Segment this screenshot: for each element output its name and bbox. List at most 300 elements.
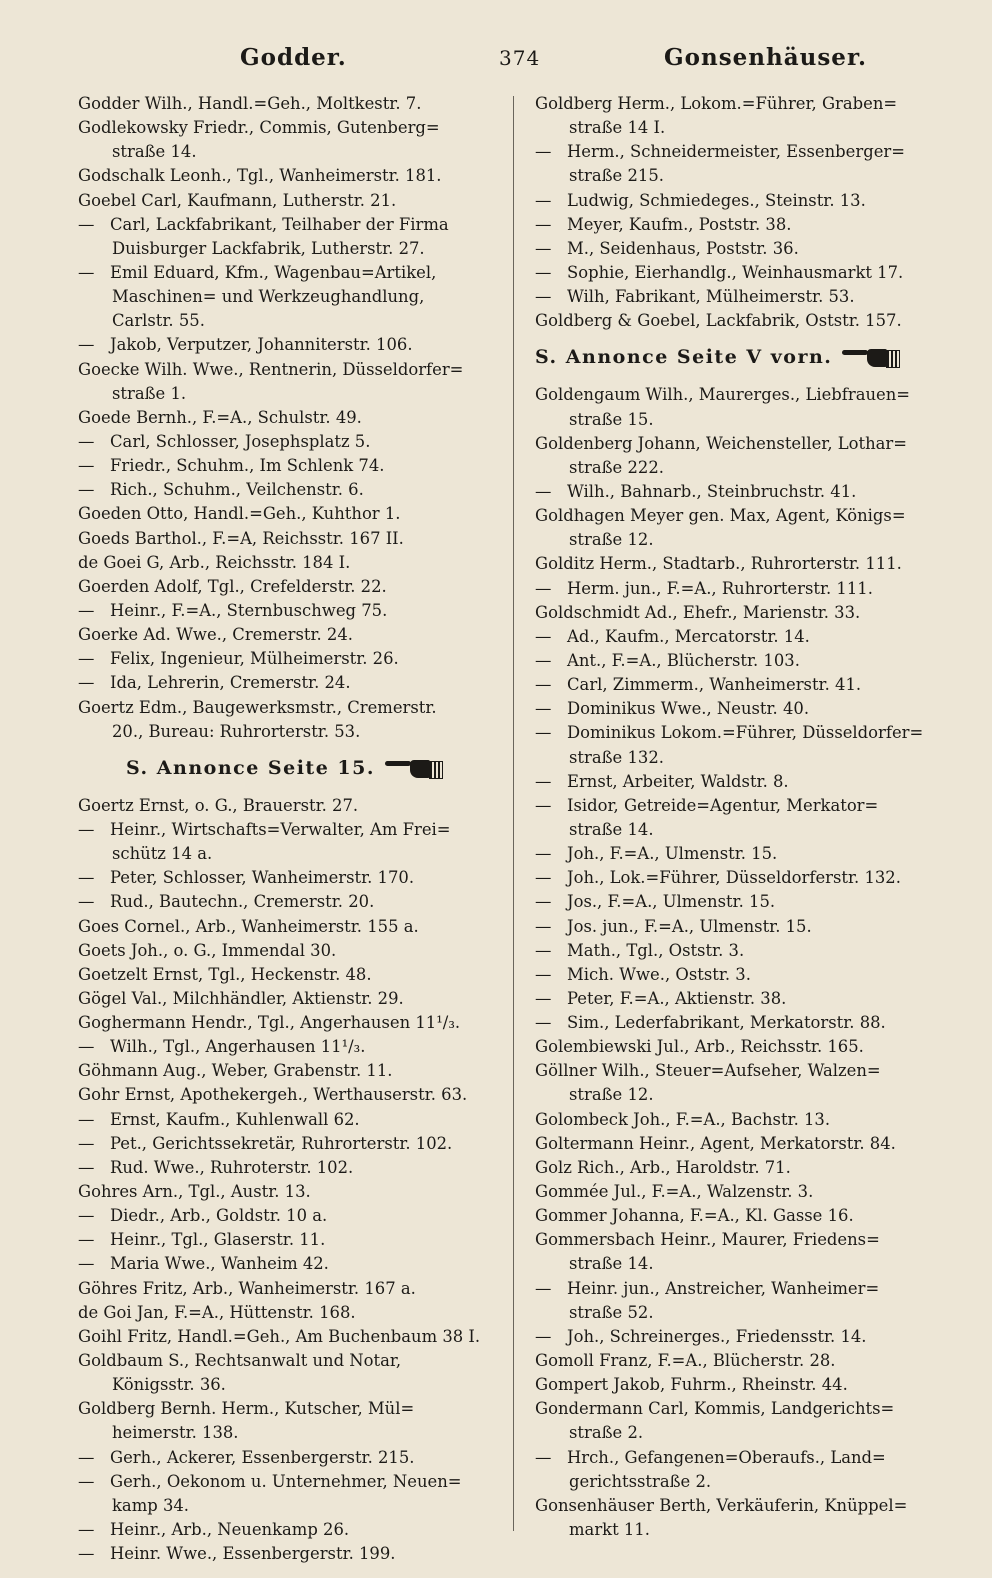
entry-text: Goets Joh., o. G., Immendal 30. [78, 940, 337, 960]
directory-sub-entry [535, 866, 960, 890]
directory-sub-entry [78, 1470, 503, 1518]
sub-entry-dash: — [78, 600, 95, 620]
directory-entry [78, 502, 503, 526]
entry-line [78, 406, 503, 430]
entry-line [78, 623, 503, 647]
directory-entry [78, 358, 503, 406]
sub-entry-dash: — [535, 771, 552, 791]
entry-text: Godder Wilh., Handl.=Geh., Moltkestr. 7. [78, 94, 422, 113]
directory-entry [78, 987, 503, 1011]
entry-line [535, 987, 960, 1011]
entry-text: Gommée Jul., F.=A., Walzenstr. 3. [535, 1182, 814, 1202]
entry-line [78, 1349, 503, 1373]
directory-entry [535, 1373, 960, 1397]
entry-text: Golz Rich., Arb., Haroldstr. 71. [535, 1157, 791, 1177]
entry-text: Ernst, Arbeiter, Waldstr. 8. [567, 771, 789, 791]
entry-text: Goertz Edm., Baugewerksmstr., Cremerstr. [78, 697, 437, 717]
right-column [535, 92, 960, 1542]
directory-sub-entry [78, 1204, 503, 1228]
entry-line [535, 673, 960, 697]
entry-line [535, 285, 960, 309]
sub-entry-dash: — [78, 1109, 95, 1129]
entry-text: Math., Tgl., Oststr. 3. [567, 940, 745, 960]
entry-text: Göhres Fritz, Arb., Wanheimerstr. 167 a. [78, 1278, 416, 1298]
entry-line [535, 1228, 960, 1252]
entry-text: Joh., Schreinerges., Friedensstr. 14. [567, 1326, 867, 1346]
entry-text: Maschinen= und Werkzeughandlung, [112, 287, 425, 307]
entry-line [535, 1059, 960, 1083]
directory-sub-entry [535, 649, 960, 673]
entry-text: straße 14. [569, 1254, 654, 1274]
directory-entry [78, 575, 503, 599]
entry-text: Isidor, Getreide=Agentur, Merkator= [567, 795, 879, 815]
sub-entry-dash: — [78, 431, 95, 451]
entry-line [535, 1397, 960, 1421]
entry-line [535, 866, 960, 890]
directory-sub-entry [535, 1325, 960, 1349]
entry-line [535, 1108, 960, 1132]
directory-entry [535, 383, 960, 431]
sub-entry-dash: — [535, 675, 552, 695]
sub-entry-dash: — [78, 673, 95, 693]
directory-sub-entry [78, 1252, 503, 1276]
directory-sub-entry [535, 794, 960, 842]
left-column [78, 92, 503, 1566]
entry-line [78, 333, 503, 357]
entry-text: Godlekowsky Friedr., Commis, Gutenberg= [78, 118, 440, 138]
entry-line [78, 382, 503, 406]
entry-line [78, 1252, 503, 1276]
directory-entry [78, 915, 503, 939]
entry-text: Peter, Schlosser, Wanheimerstr. 170. [110, 868, 415, 888]
entry-line [535, 601, 960, 625]
sub-entry-dash: — [535, 190, 552, 210]
entry-line [535, 625, 960, 649]
directory-sub-entry [535, 963, 960, 987]
directory-entry [78, 794, 503, 818]
directory-entry [78, 623, 503, 647]
entry-line [78, 1397, 503, 1421]
entry-text: Hrch., Gefangenen=Oberaufs., Land= [567, 1447, 886, 1467]
entry-line [535, 552, 960, 576]
entry-line [535, 1301, 960, 1325]
advertisement-reference [78, 750, 503, 786]
entry-line [535, 92, 960, 116]
entry-text: Godschalk Leonh., Tgl., Wanheimerstr. 181. [78, 166, 442, 186]
entry-text: Goldbaum S., Rechtsanwalt und Notar, [78, 1351, 402, 1371]
directory-entry [78, 1277, 503, 1301]
entry-text: Mich. Wwe., Oststr. 3. [567, 964, 751, 984]
entry-line [535, 1156, 960, 1180]
entry-line [78, 1494, 503, 1518]
entry-text: gerichtsstraße 2. [569, 1471, 712, 1491]
entry-line [78, 1277, 503, 1301]
directory-sub-entry [535, 770, 960, 794]
directory-sub-entry [78, 1446, 503, 1470]
entry-text: straße 15. [569, 409, 654, 429]
pointing-hand-icon [842, 347, 900, 369]
directory-entry [78, 551, 503, 575]
entry-text: Friedr., Schuhm., Im Schlenk 74. [110, 456, 385, 476]
entry-text: Goldenberg Johann, Weichensteller, Lothar= [535, 433, 907, 453]
sub-entry-dash: — [78, 1037, 95, 1057]
sub-entry-dash: — [535, 868, 552, 888]
entry-text: Goghermann Hendr., Tgl., Angerhausen 11¹/₃. [78, 1013, 461, 1033]
entry-text: Goecke Wilh. Wwe., Rentnerin, Düsseldorfer= [78, 359, 464, 379]
entry-text: Sim., Lederfabrikant, Merkatorstr. 88. [567, 1013, 886, 1033]
entry-line [535, 1325, 960, 1349]
entry-line [78, 551, 503, 575]
directory-sub-entry [535, 1011, 960, 1035]
sub-entry-dash: — [78, 1133, 95, 1153]
directory-entry [535, 1494, 960, 1542]
entry-text: straße 52. [569, 1302, 654, 1322]
entry-text: Goldengaum Wilh., Maurerges., Liebfrauen= [535, 385, 911, 405]
entry-line [78, 1518, 503, 1542]
entry-line [78, 213, 503, 237]
column-divider [513, 96, 514, 1531]
entry-line [78, 1059, 503, 1083]
directory-entry [78, 963, 503, 987]
entry-line [78, 1035, 503, 1059]
directory-sub-entry [535, 625, 960, 649]
entry-text: straße 215. [569, 166, 664, 186]
sub-entry-dash: — [78, 1206, 95, 1226]
directory-entry [535, 1349, 960, 1373]
directory-sub-entry [535, 213, 960, 237]
entry-line [78, 1132, 503, 1156]
entry-line [535, 456, 960, 480]
entry-line [535, 1349, 960, 1373]
entry-text: Jos., F.=A., Ulmenstr. 15. [567, 892, 776, 912]
entry-text: straße 2. [569, 1423, 644, 1443]
directory-sub-entry [535, 673, 960, 697]
entry-text: Königsstr. 36. [112, 1375, 226, 1395]
entry-line [78, 478, 503, 502]
directory-sub-entry [78, 647, 503, 671]
sub-entry-dash: — [535, 940, 552, 960]
directory-entry [535, 1132, 960, 1156]
pointing-hand-icon [385, 758, 443, 780]
entry-line [78, 1470, 503, 1494]
entry-text: Ernst, Kaufm., Kuhlenwall 62. [110, 1109, 360, 1129]
sub-entry-dash: — [535, 481, 552, 501]
entry-text: Dominikus Wwe., Neustr. 40. [567, 699, 810, 719]
running-head-right: Gonsenhäuser. [664, 44, 867, 71]
entry-line [78, 164, 503, 188]
sub-entry-dash: — [535, 795, 552, 815]
entry-text: Gomoll Franz, F.=A., Blücherstr. 28. [535, 1351, 836, 1371]
entry-line [535, 1277, 960, 1301]
entry-text: straße 14 I. [569, 118, 666, 138]
entry-text: 20., Bureau: Ruhrorterstr. 53. [112, 721, 361, 741]
directory-entry [535, 432, 960, 480]
advertisement-text: S. Annonce Seite 15. [126, 756, 375, 779]
directory-sub-entry [535, 577, 960, 601]
sub-entry-dash: — [535, 650, 552, 670]
sub-entry-dash: — [78, 480, 95, 500]
entry-text: Wilh, Fabrikant, Mülheimerstr. 53. [567, 287, 855, 307]
entry-line [78, 1446, 503, 1470]
entry-text: Goertz Ernst, o. G., Brauerstr. 27. [78, 795, 359, 815]
entry-line [535, 915, 960, 939]
advertisement-reference [535, 339, 960, 375]
entry-text: Sophie, Eierhandlg., Weinhausmarkt 17. [567, 262, 904, 282]
entry-line [78, 842, 503, 866]
directory-sub-entry [78, 261, 503, 333]
entry-text: kamp 34. [112, 1495, 190, 1515]
directory-entry [78, 1083, 503, 1107]
directory-sub-entry [78, 1228, 503, 1252]
entry-line [78, 358, 503, 382]
entry-line [78, 309, 503, 333]
entry-text: straße 132. [569, 747, 664, 767]
sub-entry-dash: — [535, 1013, 552, 1033]
sub-entry-dash: — [78, 456, 95, 476]
entry-text: de Goei G, Arb., Reichsstr. 184 I. [78, 552, 351, 572]
directory-sub-entry [535, 480, 960, 504]
entry-text: Goeden Otto, Handl.=Geh., Kuhthor 1. [78, 504, 401, 524]
sub-entry-dash: — [535, 1278, 552, 1298]
running-head-left: Godder. [240, 44, 347, 71]
entry-text: Dominikus Lokom.=Führer, Düsseldorfer= [567, 723, 924, 743]
entry-text: schütz 14 a. [112, 844, 213, 864]
directory-entry [78, 1301, 503, 1325]
entry-line [78, 696, 503, 720]
entry-text: Ant., F.=A., Blücherstr. 103. [567, 650, 800, 670]
entry-line [535, 432, 960, 456]
entry-text: Gonsenhäuser Berth, Verkäuferin, Knüppel= [535, 1495, 908, 1515]
entry-text: Göllner Wilh., Steuer=Aufseher, Walzen= [535, 1061, 881, 1081]
entry-line [78, 1083, 503, 1107]
directory-sub-entry [535, 1277, 960, 1325]
entry-line [78, 1108, 503, 1132]
entry-line [535, 1132, 960, 1156]
entry-line [535, 309, 960, 333]
entry-text: Herm., Schneidermeister, Essenberger= [567, 142, 905, 162]
entry-line [78, 794, 503, 818]
sub-entry-dash: — [535, 578, 552, 598]
entry-line [78, 1180, 503, 1204]
directory-entry [78, 164, 503, 188]
sub-entry-dash: — [78, 335, 95, 355]
entry-line [535, 890, 960, 914]
entry-text: Peter, F.=A., Aktienstr. 38. [567, 988, 787, 1008]
entry-line [535, 577, 960, 601]
entry-text: Goldberg & Goebel, Lackfabrik, Oststr. 157. [535, 311, 902, 331]
entry-text: Carl, Zimmerm., Wanheimerstr. 41. [567, 675, 862, 695]
directory-sub-entry [78, 1518, 503, 1542]
sub-entry-dash: — [535, 844, 552, 864]
sub-entry-dash: — [78, 1520, 95, 1540]
entry-text: Heinr. jun., Anstreicher, Wanheimer= [567, 1278, 880, 1298]
entry-line [535, 649, 960, 673]
entry-text: straße 14. [569, 819, 654, 839]
entry-line [535, 939, 960, 963]
entry-text: Gondermann Carl, Kommis, Landgerichts= [535, 1399, 895, 1419]
entry-line [535, 1035, 960, 1059]
directory-entry [535, 309, 960, 333]
directory-entry [78, 116, 503, 164]
entry-line [78, 720, 503, 744]
entry-text: Jakob, Verputzer, Johanniterstr. 106. [110, 335, 413, 355]
entry-text: straße 222. [569, 457, 664, 477]
directory-sub-entry [78, 1035, 503, 1059]
entry-text: Duisburger Lackfabrik, Lutherstr. 27. [112, 238, 425, 258]
directory-sub-entry [535, 237, 960, 261]
entry-line [535, 408, 960, 432]
sub-entry-dash: — [78, 214, 95, 234]
directory-entry [535, 1156, 960, 1180]
entry-text: Gohres Arn., Tgl., Austr. 13. [78, 1182, 311, 1202]
directory-sub-entry [535, 890, 960, 914]
directory-sub-entry [535, 915, 960, 939]
sub-entry-dash: — [535, 723, 552, 743]
entry-line [78, 1373, 503, 1397]
sub-entry-dash: — [535, 916, 552, 936]
sub-entry-dash: — [78, 819, 95, 839]
entry-line [78, 963, 503, 987]
entry-text: Golditz Herm., Stadtarb., Ruhrorterstr. 111. [535, 554, 902, 574]
entry-text: Joh., Lok.=Führer, Düsseldorferstr. 132. [567, 868, 901, 888]
directory-entry [535, 1397, 960, 1445]
entry-line [535, 189, 960, 213]
directory-entry [78, 189, 503, 213]
entry-line [535, 1446, 960, 1470]
advertisement-text: S. Annonce Seite V vorn. [535, 346, 833, 369]
entry-text: Goeds Barthol., F.=A, Reichsstr. 167 II. [78, 528, 404, 548]
entry-text: Rud., Bautechn., Cremerstr. 20. [110, 892, 375, 912]
entry-line [535, 818, 960, 842]
entry-line [535, 237, 960, 261]
entry-line [78, 939, 503, 963]
directory-entry [535, 1108, 960, 1132]
entry-line [78, 237, 503, 261]
directory-entry [78, 1325, 503, 1349]
entry-text: Carl, Lackfabrikant, Teilhaber der Firma [110, 214, 449, 234]
entry-text: M., Seidenhaus, Poststr. 36. [567, 238, 799, 258]
entry-text: Carl, Schlosser, Josephsplatz 5. [110, 431, 371, 451]
entry-line [535, 528, 960, 552]
entry-line [78, 599, 503, 623]
entry-line [535, 770, 960, 794]
entry-line [78, 527, 503, 551]
entry-line [78, 1156, 503, 1180]
directory-sub-entry [535, 1446, 960, 1494]
entry-text: Goldberg Bernh. Herm., Kutscher, Mül= [78, 1399, 415, 1419]
entry-line [535, 1204, 960, 1228]
directory-entry [78, 1349, 503, 1397]
directory-entry [78, 527, 503, 551]
entry-line [78, 454, 503, 478]
directory-entry [78, 1397, 503, 1445]
entry-text: Ludwig, Schmiedeges., Steinstr. 13. [567, 190, 866, 210]
entry-line [78, 1204, 503, 1228]
entry-text: Gommer Johanna, F.=A., Kl. Gasse 16. [535, 1206, 854, 1226]
entry-line [78, 1421, 503, 1445]
entry-text: Ida, Lehrerin, Cremerstr. 24. [110, 673, 351, 693]
sub-entry-dash: — [535, 142, 552, 162]
sub-entry-dash: — [535, 626, 552, 646]
entry-text: Carlstr. 55. [112, 311, 205, 331]
entry-line [535, 480, 960, 504]
entry-text: Goltermann Heinr., Agent, Merkatorstr. 84. [535, 1133, 896, 1153]
entry-line [535, 164, 960, 188]
entry-line [78, 671, 503, 695]
entry-text: Rich., Schuhm., Veilchenstr. 6. [110, 480, 364, 500]
entry-line [78, 1011, 503, 1035]
entry-text: straße 1. [112, 383, 187, 403]
directory-entry [535, 601, 960, 625]
entry-text: Gommersbach Heinr., Maurer, Friedens= [535, 1230, 880, 1250]
entry-text: Goldschmidt Ad., Ehefr., Marienstr. 33. [535, 602, 861, 622]
entry-line [535, 721, 960, 745]
entry-text: de Goi Jan, F.=A., Hüttenstr. 168. [78, 1302, 356, 1322]
entry-text: Jos. jun., F.=A., Ulmenstr. 15. [567, 916, 812, 936]
directory-entry [535, 1204, 960, 1228]
directory-entry [78, 696, 503, 744]
sub-entry-dash: — [535, 262, 552, 282]
entry-line [78, 890, 503, 914]
entry-line [535, 116, 960, 140]
directory-sub-entry [535, 697, 960, 721]
entry-text: Goebel Carl, Kaufmann, Lutherstr. 21. [78, 190, 397, 210]
sub-entry-dash: — [535, 1326, 552, 1346]
entry-line [78, 915, 503, 939]
entry-text: Gerh., Oekonom u. Unternehmer, Neuen= [110, 1471, 462, 1491]
directory-entry [78, 92, 503, 116]
directory-sub-entry [535, 987, 960, 1011]
sub-entry-dash: — [535, 214, 552, 234]
entry-line [535, 842, 960, 866]
directory-sub-entry [535, 261, 960, 285]
entry-line [535, 504, 960, 528]
entry-text: Goerden Adolf, Tgl., Crefelderstr. 22. [78, 576, 387, 596]
entry-line [535, 794, 960, 818]
entry-line [78, 116, 503, 140]
entry-line [78, 92, 503, 116]
entry-text: Goldberg Herm., Lokom.=Führer, Graben= [535, 94, 898, 113]
entry-text: Wilh., Bahnarb., Steinbruchstr. 41. [567, 481, 857, 501]
entry-text: Maria Wwe., Wanheim 42. [110, 1254, 329, 1274]
entry-text: straße 12. [569, 530, 654, 550]
directory-sub-entry [535, 842, 960, 866]
entry-line [78, 261, 503, 285]
entry-text: Goihl Fritz, Handl.=Geh., Am Buchenbaum 38 I. [78, 1326, 481, 1346]
directory-sub-entry [78, 213, 503, 261]
entry-text: Gögel Val., Milchhändler, Aktienstr. 29. [78, 988, 404, 1008]
directory-sub-entry [78, 866, 503, 890]
entry-text: markt 11. [569, 1520, 650, 1540]
directory-entry [535, 1228, 960, 1276]
entry-text: Heinr. Wwe., Essenbergerstr. 199. [110, 1544, 396, 1564]
sub-entry-dash: — [78, 649, 95, 669]
directory-sub-entry [535, 285, 960, 309]
entry-line [78, 866, 503, 890]
directory-entry [78, 939, 503, 963]
directory-sub-entry [78, 454, 503, 478]
sub-entry-dash: — [535, 287, 552, 307]
directory-sub-entry [78, 1542, 503, 1566]
entry-line [535, 746, 960, 770]
entry-line [535, 1180, 960, 1204]
entry-text: Felix, Ingenieur, Mülheimerstr. 26. [110, 649, 399, 669]
entry-text: Rud. Wwe., Ruhroterstr. 102. [110, 1157, 354, 1177]
sub-entry-dash: — [78, 892, 95, 912]
directory-entry [535, 552, 960, 576]
entry-text: Gerh., Ackerer, Essenbergerstr. 215. [110, 1447, 415, 1467]
entry-text: Heinr., F.=A., Sternbuschweg 75. [110, 600, 388, 620]
